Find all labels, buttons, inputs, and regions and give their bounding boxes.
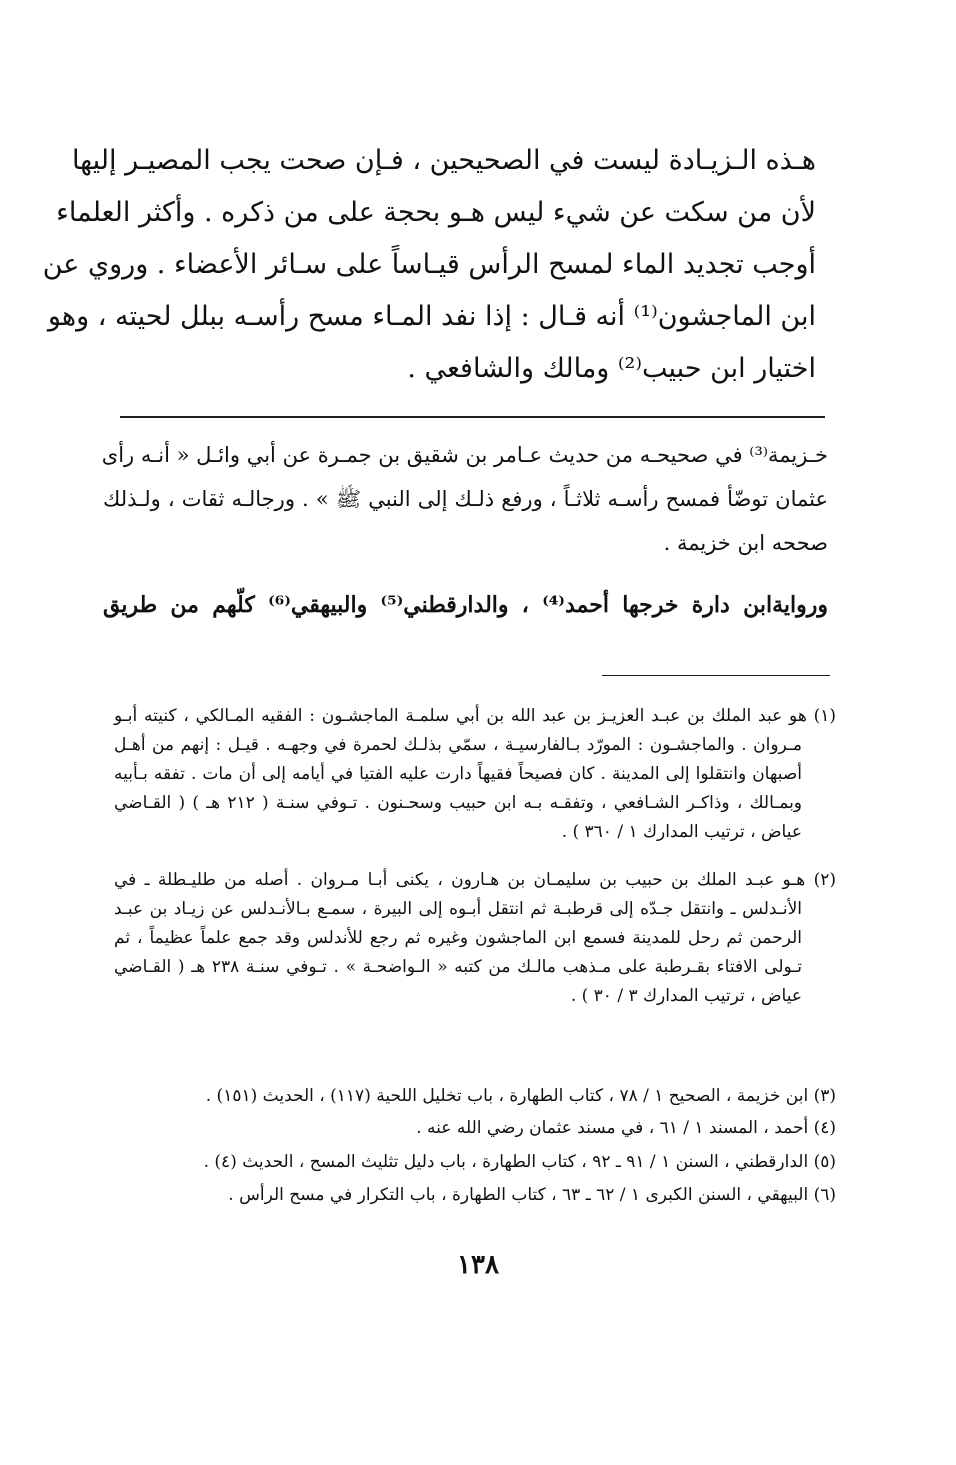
main-text-line: لأن من سكت عن شيء ليس هـو بحجة على من ذكره . وأكثر العلماء	[56, 197, 816, 228]
main-text-line: هـذه الـزيـادة ليست في الصحيحين ، فـإن صحت يجب المصيـر إليها	[71, 145, 816, 176]
footnote-3: (٣) ابن خزيمة ، الصحيح ١ / ٧٨ ، كتاب الطهارة ، باب تخليل اللحية (١١٧) ، الحديث (١٥١) .	[205, 1086, 836, 1106]
footnote-line: (١) هو عبد الملك بن عبـد العزيـز بن عبد الله بن أبي سلمـة الماجشـون : الفقيه المـالكي ، كنيته أبـو	[114, 706, 836, 726]
continuation-block	[103, 585, 828, 625]
footnote-6: (٦) البيهقي ، السنن الكبرى ١ / ٦٢ ـ ٦٣ ، كتاب الطهارة ، باب التكرار في مسح الرأس .	[228, 1185, 836, 1205]
continuation-line: وروايةابن دارة خرجها أحمد⁽⁴⁾ ، والدارقطني⁽⁵⁾ والبيهقي⁽⁶⁾ كلّهم من طريق	[103, 592, 828, 618]
footnote-4: (٤) أحمد ، المسند ١ / ٦١ ، في مسند عثمان رضي الله عنه .	[416, 1118, 836, 1138]
footnote-line: الرحمن ثم رحل للمدينة فسمع ابن الماجشون وغيره ثم رجع للأندلس وقد جمع علماً عظيماً ، ثم	[114, 928, 802, 948]
main-text-line: اختيار ابن حبيب⁽²⁾ ومالك والشافعي .	[407, 353, 816, 384]
page-number: ١٣٨	[457, 1250, 499, 1280]
footnote-line: عياض ، ترتيب المدارك ١ / ٣٦٠ ) .	[561, 822, 802, 842]
main-text-line: ابن الماجشون⁽¹⁾ أنه قـال : إذا نفد المـاء مسح رأسـه ببلل لحيته ، وهو	[47, 301, 816, 332]
footnote-2	[114, 866, 836, 1011]
footnote-continuation-block	[103, 433, 828, 565]
main-paragraph	[42, 135, 816, 395]
footnote-line: (٢) هـو عبـد الملك بن حبيب بن سليمـان بن هـارون ، يكنى أبـا مـروان . أصله من طليـطلة ـ في	[114, 870, 836, 890]
footnote-text-line: صححه ابن خزيمة .	[663, 531, 828, 555]
footnote-line: وبمـالك ، وذاكـر الشـافعي ، وتفقـه بـه ابن حبيب وسحـنون . تـوفي سنـة ( ٢١٢ هـ ) ( القـاضي	[114, 793, 803, 813]
footnote-separator-rule	[602, 675, 830, 676]
footnote-line: مـروان . والماجشـون : المورّد بـالفارسيـة ، سمّي بذلـك لحمرة في وجهـه . قيـل : إنهم من أهـل	[114, 735, 802, 755]
footnote-text-line: خـزيمة⁽³⁾ في صحيحـه من حديث عـامر بن شقيق بن جمـرة عن أبي وائـل « أنـه رأى	[101, 443, 828, 467]
footnote-line: عياض ، ترتيب المدارك ٣ / ٣٠ ) .	[570, 986, 802, 1006]
footnote-1	[114, 702, 836, 847]
footnote-5: (٥) الدارقطني ، السنن ١ / ٩١ ـ ٩٢ ، كتاب الطهارة ، باب دليل تثليث المسح ، الحديث (٤) .	[203, 1152, 836, 1172]
footnote-line: أصبهان وانتقلوا إلى المدينة . كان فصيحاً فقيهاً دارت عليه الفتيا في أيامه إلى أن مات . تفقه بـأبيه	[114, 764, 802, 784]
footnote-line: تـولى الافتاء بقـرطبة على مـذهب مالـك من كتبه « الـواضحـة » . تـوفي سنـة ٢٣٨ هـ ( القـاضي	[114, 957, 803, 977]
footnote-line: الأنـدلس ـ وانتقل جـدّه إلى قرطبـة ثم انتقل أبـوه إلى البيرة ، سمـع بـالأنـدلس عن زيـاد بن عبـد	[114, 899, 802, 919]
footnote-text-line: عثمان توضّأ فمسح رأسـه ثلاثـاً ، ورفع ذلـك إلى النبي ﷺ » . ورجالـه ثقات ، ولـذلك	[103, 487, 828, 511]
main-text-line: أوجب تجديد الماء لمسح الرأس قيـاساً على سـائر الأعضاء . وروي عن	[42, 249, 816, 280]
separator-rule	[120, 416, 825, 418]
